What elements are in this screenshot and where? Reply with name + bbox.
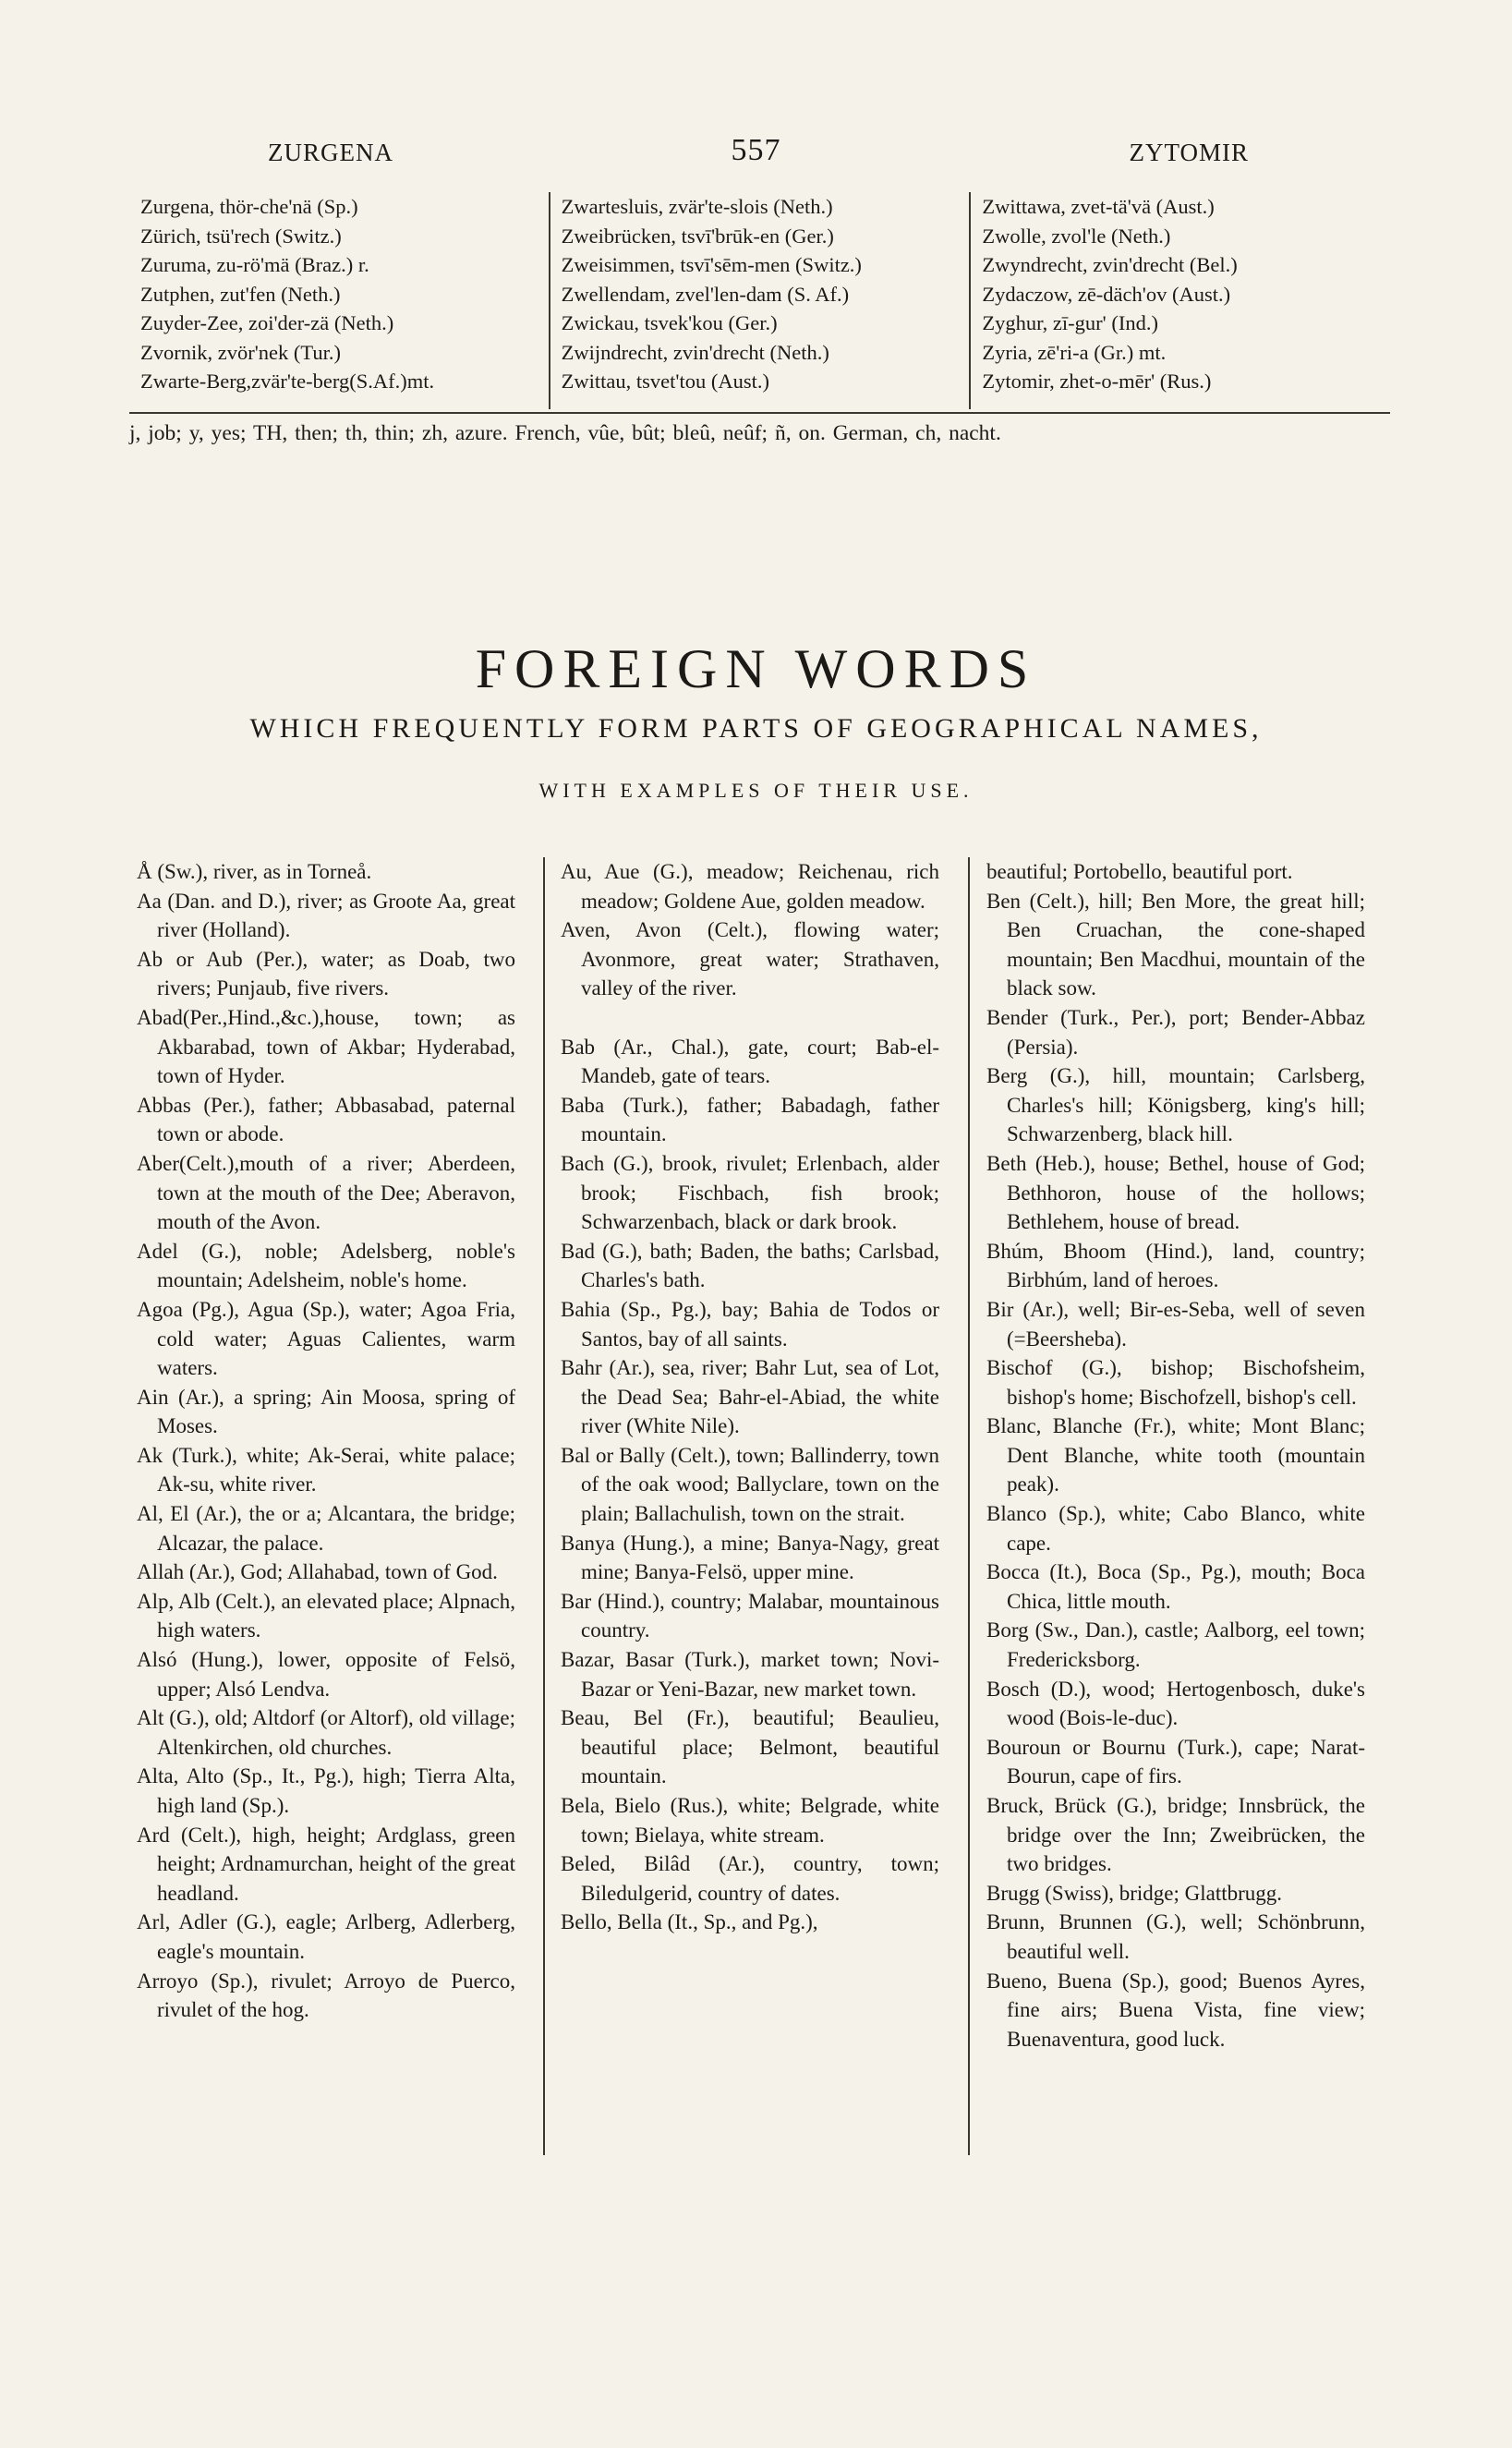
glossary-entry: Bocca (It.), Boca (Sp., Pg.), mouth; Boca Chica, little mouth. <box>986 1560 1365 1613</box>
running-head-right: ZYTOMIR <box>1129 139 1249 166</box>
glossary-entry: Bello, Bella (It., Sp., and Pg.), <box>561 1910 818 1934</box>
glossary-entry: Aber(Celt.),mouth of a river; Aberdeen, town at the mouth of the Dee; Aberavon, mouth of the Avon. <box>137 1151 515 1234</box>
glossary-entry: Bischof (G.), bishop; Bischofsheim, bishop's home; Bischofzell, bishop's cell. <box>986 1356 1365 1409</box>
gazetteer-entry: Zwijndrecht, zvin'drecht (Neth.) <box>561 340 829 364</box>
gazetteer-entry: Zvornik, zvör'nek (Tur.) <box>140 340 341 364</box>
column-divider <box>968 857 970 2155</box>
glossary-entry: Alp, Alb (Celt.), an elevated place; Alpnach, high waters. <box>137 1589 515 1642</box>
gazetteer-entry: Zürich, tsü'rech (Switz.) <box>140 224 342 248</box>
glossary-column-3 <box>986 857 1365 2151</box>
gazetteer-entry: Zurgena, thör-che'nä (Sp.) <box>140 195 358 218</box>
glossary-entry: Aa (Dan. and D.), river; as Groote Aa, great river (Holland). <box>137 889 515 942</box>
glossary-entry: Bab (Ar., Chal.), gate, court; Bab-el-Mandeb, gate of tears. <box>561 1035 939 1088</box>
gazetteer-entry: Zwittau, tsvet'tou (Aust.) <box>561 370 769 393</box>
glossary-entry: Bosch (D.), wood; Hertogenbosch, duke's wood (Bois-le-duc). <box>986 1677 1365 1730</box>
glossary-entry: Bar (Hind.), country; Malabar, mountainous country. <box>561 1589 939 1642</box>
glossary-entry: Beau, Bel (Fr.), beautiful; Beaulieu, beautiful place; Belmont, beautiful mountain. <box>561 1706 939 1788</box>
gazetteer-section <box>129 192 1390 409</box>
gazetteer-entry: Zwellendam, zvel'len-dam (S. Af.) <box>561 282 850 306</box>
glossary-entry: Alta, Alto (Sp., It., Pg.), high; Tierra Alta, high land (Sp.). <box>137 1764 515 1817</box>
glossary-entry: Bahr (Ar.), sea, river; Bahr Lut, sea of Lot, the Dead Sea; Bahr-el-Abiad, the white river (White Nile). <box>561 1356 939 1438</box>
glossary-entry: Bad (G.), bath; Baden, the baths; Carlsbad, Charles's bath. <box>561 1239 939 1292</box>
glossary-entry: Bazar, Basar (Turk.), market town; Novi-Bazar or Yeni-Bazar, new market town. <box>561 1648 939 1701</box>
gazetteer-entry: Zyghur, zī-gur' (Ind.) <box>982 311 1158 334</box>
glossary-entry: Bahia (Sp., Pg.), bay; Bahia de Todos or Santos, bay of all saints. <box>561 1297 939 1351</box>
gazetteer-column-2 <box>549 192 970 409</box>
glossary-entry: Al, El (Ar.), the or a; Alcantara, the bridge; Alcazar, the palace. <box>137 1502 515 1555</box>
glossary-entry: Ard (Celt.), high, height; Ardglass, green height; Ardnamurchan, height of the great headland. <box>137 1823 515 1905</box>
glossary-entry: Abad(Per.,Hind.,&c.),house, town; as Akbarabad, town of Akbar; Hyderabad, town of Hyder. <box>137 1005 515 1088</box>
page-title: FOREIGN WORDS <box>475 638 1037 700</box>
column-divider <box>543 857 545 2155</box>
pronunciation-key: j, job; y, yes; TH, then; th, thin; zh, azure. French, vûe, bût; bleû, neûf; ñ, on. German, ch, nacht. <box>129 421 1001 445</box>
gazetteer-entry: Zwickau, tsvek'kou (Ger.) <box>561 311 778 334</box>
subtitle-secondary: WITH EXAMPLES OF THEIR USE. <box>538 779 974 802</box>
glossary-entry: Baba (Turk.), father; Babadagh, father mountain. <box>561 1093 939 1146</box>
gazetteer-column-3 <box>969 192 1390 409</box>
glossary-entry: Arroyo (Sp.), rivulet; Arroyo de Puerco, rivulet of the hog. <box>137 1969 515 2022</box>
gazetteer-entry: Zytomir, zhet-o-mēr' (Rus.) <box>982 370 1212 393</box>
glossary-entry: Alsó (Hung.), lower, opposite of Felsö, upper; Alsó Lendva. <box>137 1648 515 1701</box>
gazetteer-entry: Zweibrücken, tsvī'brūk-en (Ger.) <box>561 224 834 248</box>
gazetteer-entry: Zutphen, zut'fen (Neth.) <box>140 282 341 306</box>
glossary-entry: Blanco (Sp.), white; Cabo Blanco, white cape. <box>986 1502 1365 1555</box>
glossary-entry: Au, Aue (G.), meadow; Reichenau, rich meadow; Goldene Aue, golden meadow. <box>561 860 939 913</box>
gazetteer-entry: Zweisimmen, tsvī'sēm-men (Switz.) <box>561 253 862 276</box>
gazetteer-entry: Zwittawa, zvet-tä'vä (Aust.) <box>982 195 1215 218</box>
gazetteer-entry: Zwolle, zvol'le (Neth.) <box>982 224 1171 248</box>
divider-rule <box>129 412 1390 414</box>
glossary-entry: Bal or Bally (Celt.), town; Ballinderry, town of the oak wood; Ballyclare, town on the plain; Ballachulish, town on the strait. <box>561 1443 939 1526</box>
glossary-entry: Abbas (Per.), father; Abbasabad, paternal town or abode. <box>137 1093 515 1146</box>
running-head-left: ZURGENA <box>268 139 393 166</box>
glossary-entry: Bela, Bielo (Rus.), white; Belgrade, white town; Bielaya, white stream. <box>561 1794 939 1847</box>
glossary-column-1 <box>137 857 515 2151</box>
glossary-column-2 <box>561 857 939 2151</box>
glossary-entry: Ak (Turk.), white; Ak-Serai, white palace; Ak-su, white river. <box>137 1443 515 1497</box>
glossary-entry: Berg (G.), hill, mountain; Carlsberg, Charles's hill; Königsberg, king's hill; Schwarzenberg, black hill. <box>986 1064 1365 1146</box>
glossary-entry: Agoa (Pg.), Agua (Sp.), water; Agoa Fria, cold water; Aguas Calientes, warm waters. <box>137 1297 515 1380</box>
glossary-entry: Bhúm, Bhoom (Hind.), land, country; Birbhúm, land of heroes. <box>986 1239 1365 1292</box>
glossary-entry: Bouroun or Bournu (Turk.), cape; Narat-Bourun, cape of firs. <box>986 1735 1365 1788</box>
subtitle: WHICH FREQUENTLY FORM PARTS OF GEOGRAPHICAL NAMES, <box>249 713 1263 744</box>
gazetteer-entry: Zuyder-Zee, zoi'der-zä (Neth.) <box>140 311 394 334</box>
glossary-entry: Bueno, Buena (Sp.), good; Buenos Ayres, fine airs; Buena Vista, fine view; Buenaventura, good luck. <box>986 1969 1365 2051</box>
gazetteer-entry: Zydaczow, zē-däch'ov (Aust.) <box>982 282 1231 306</box>
page-number: 557 <box>731 133 781 167</box>
glossary-entry: Beled, Bilâd (Ar.), country, town; Biledulgerid, country of dates. <box>561 1852 939 1905</box>
glossary-entry: Bir (Ar.), well; Bir-es-Seba, well of seven (=Beersheba). <box>986 1297 1365 1351</box>
glossary-entry: Ben (Celt.), hill; Ben More, the great hill; Ben Cruachan, the cone-shaped mountain; Ben Macdhui, mountain of the black sow. <box>986 889 1365 1000</box>
glossary-entry: Aven, Avon (Celt.), flowing water; Avonmore, great water; Strathaven, valley of the river. <box>561 918 939 1000</box>
glossary-entry: Beth (Heb.), house; Bethel, house of God; Bethhoron, house of the hollows; Bethlehem, house of bread. <box>986 1151 1365 1234</box>
glossary-entry: Bender (Turk., Per.), port; Bender-Abbaz (Persia). <box>986 1005 1365 1059</box>
glossary-entry: Bruck, Brück (G.), bridge; Innsbrück, the bridge over the Inn; Zweibrücken, the two bridges. <box>986 1794 1365 1876</box>
glossary-entry: Brugg (Swiss), bridge; Glattbrugg. <box>986 1881 1283 1905</box>
glossary-entry: Borg (Sw., Dan.), castle; Aalborg, eel town; Fredericksborg. <box>986 1618 1365 1672</box>
glossary-entry: Banya (Hung.), a mine; Banya-Nagy, great mine; Banya-Felsö, upper mine. <box>561 1531 939 1584</box>
running-head <box>0 133 1512 176</box>
glossary-entry: Brunn, Brunnen (G.), well; Schönbrunn, beautiful well. <box>986 1910 1365 1963</box>
glossary-entry: Arl, Adler (G.), eagle; Arlberg, Adlerberg, eagle's mountain. <box>137 1910 515 1963</box>
glossary-entry: Allah (Ar.), God; Allahabad, town of God. <box>137 1560 498 1584</box>
glossary-entry: Alt (G.), old; Altdorf (or Altorf), old village; Altenkirchen, old churches. <box>137 1706 515 1759</box>
glossary-entry: Å (Sw.), river, as in Torneå. <box>137 860 372 883</box>
gazetteer-column-1 <box>129 192 549 409</box>
glossary-entry: Ain (Ar.), a spring; Ain Moosa, spring of Moses. <box>137 1385 515 1438</box>
glossary-columns <box>129 857 1390 2151</box>
glossary-entry: Blanc, Blanche (Fr.), white; Mont Blanc; Dent Blanche, white tooth (mountain peak). <box>986 1414 1365 1497</box>
gazetteer-entry: Zuruma, zu-rö'mä (Braz.) r. <box>140 253 369 276</box>
glossary-entry: Ab or Aub (Per.), water; as Doab, two rivers; Punjaub, five rivers. <box>137 947 515 1000</box>
gazetteer-entry: Zwyndrecht, zvin'drecht (Bel.) <box>982 253 1238 276</box>
gazetteer-entry: Zwarte-Berg,zvär'te-berg(S.Af.)mt. <box>140 370 435 393</box>
gazetteer-entry: Zyria, zē'ri-a (Gr.) mt. <box>982 340 1167 364</box>
glossary-entry: beautiful; Portobello, beautiful port. <box>986 860 1293 883</box>
glossary-entry: Adel (G.), noble; Adelsberg, noble's mountain; Adelsheim, noble's home. <box>137 1239 515 1292</box>
gazetteer-entry: Zwartesluis, zvär'te-slois (Neth.) <box>561 195 833 218</box>
glossary-entry: Bach (G.), brook, rivulet; Erlenbach, alder brook; Fischbach, fish brook; Schwarzenbach, black or dark brook. <box>561 1151 939 1234</box>
